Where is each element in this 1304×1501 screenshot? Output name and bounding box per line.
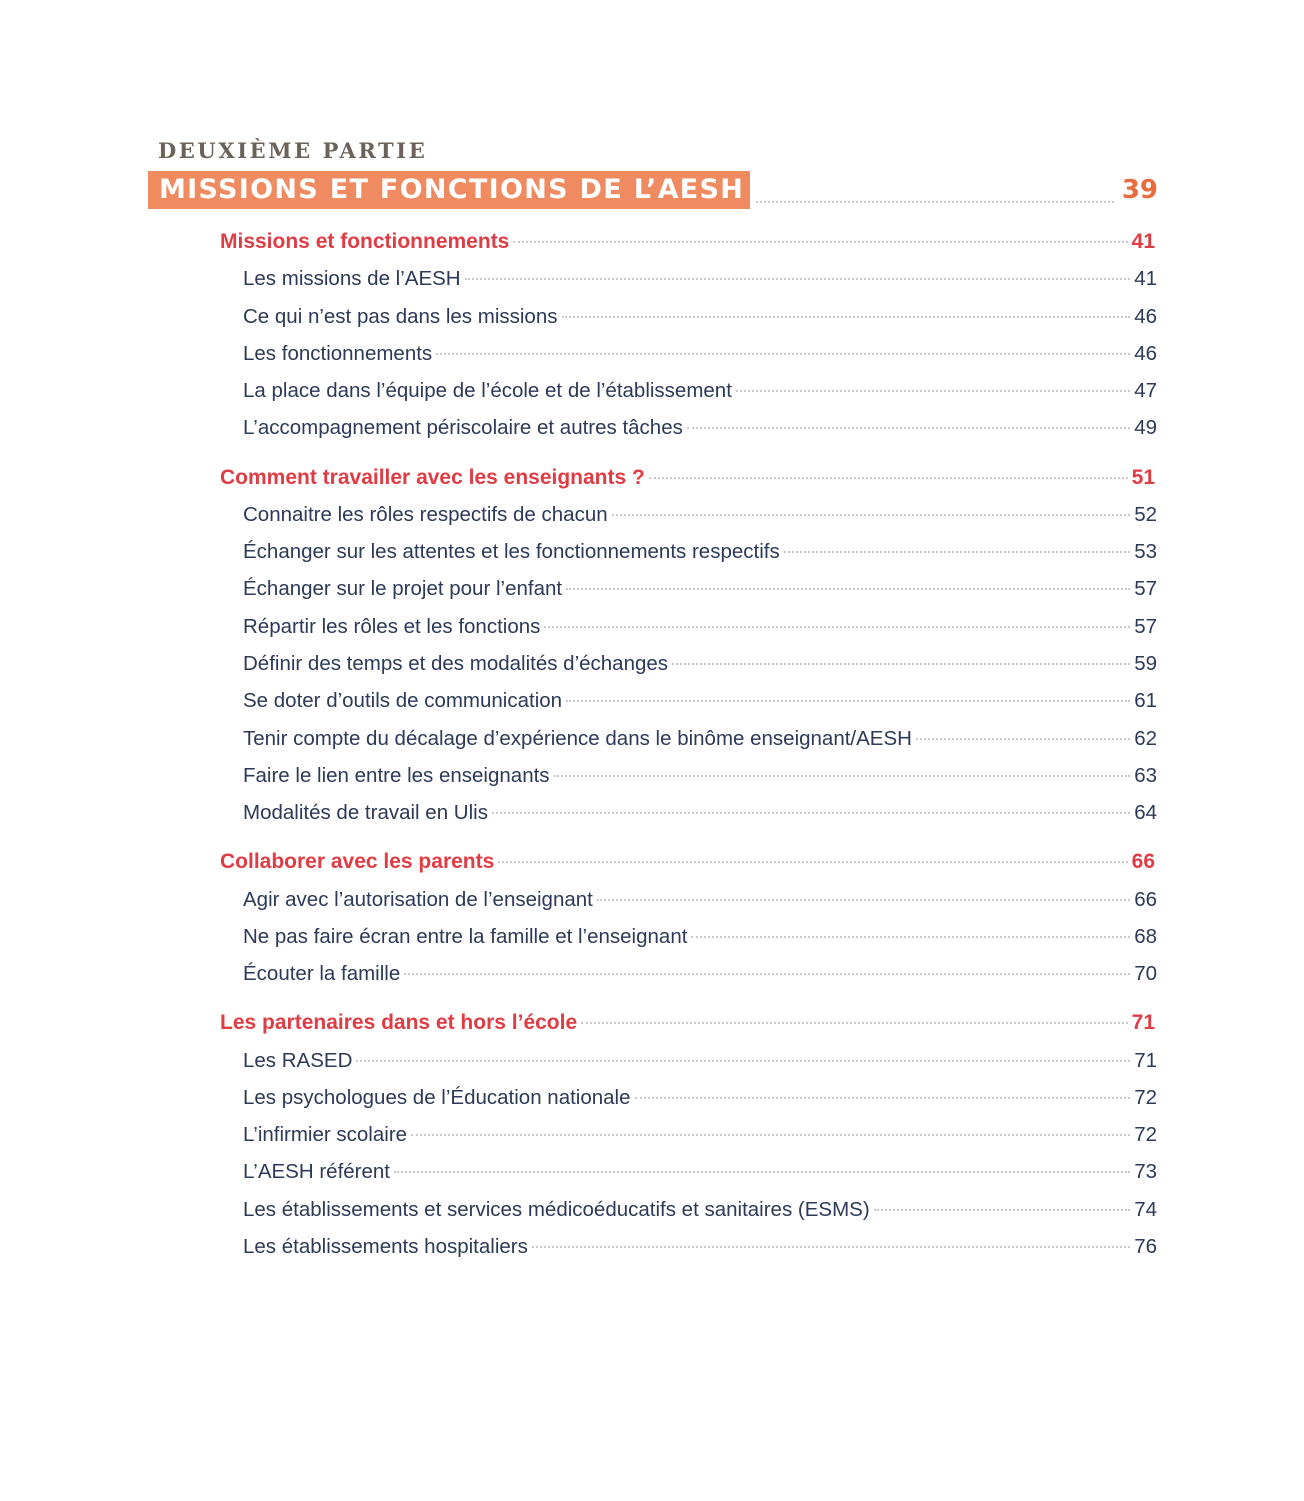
entry-title: La place dans l’équipe de l’école et de l’établissement [243,379,732,402]
dot-leader [562,316,1131,318]
toc-section-missions[interactable] [220,227,1157,257]
page-number: 64 [1134,801,1157,824]
page-number: 74 [1134,1198,1157,1221]
dot-leader [498,861,1127,863]
page-number: 72 [1134,1086,1157,1109]
toc-entry[interactable] [243,264,1157,294]
entry-title: Les psychologues de l’Éducation nationale [243,1086,631,1109]
entry-title: Les fonctionnements [243,342,433,365]
page-number: 61 [1134,689,1157,712]
entry-title: Échanger sur les attentes et les fonctionnements respectifs [243,540,780,563]
page-number: 57 [1134,615,1157,638]
toc-entry[interactable] [243,649,1157,679]
dot-leader [672,663,1130,665]
entry-title: Ne pas faire écran entre la famille et l’enseignant [243,925,688,948]
entry-title: L’AESH référent [243,1160,390,1183]
dot-leader [756,201,1114,203]
entry-title: L’infirmier scolaire [243,1123,408,1146]
part-page-number: 39 [1121,175,1158,205]
toc-section-partenaires[interactable] [220,1008,1157,1038]
dot-leader [566,700,1130,702]
toc-entry[interactable] [243,761,1157,791]
dot-leader [736,390,1130,392]
entry-title: Modalités de travail en Ulis [243,801,488,824]
toc-entry[interactable] [243,1083,1157,1113]
entry-title: Les établissements et services médicoéducatifs et sanitaires (ESMS) [243,1198,870,1221]
page-number: 66 [1134,888,1157,911]
page-number: 73 [1134,1160,1157,1183]
toc-entry[interactable] [243,885,1157,915]
page-number: 57 [1134,577,1157,600]
dot-leader [691,936,1130,938]
dot-leader [532,1246,1130,1248]
entry-title: Les missions de l’AESH [243,267,461,290]
section-title: Les partenaires dans et hors l’école [220,1011,578,1034]
page-number: 71 [1134,1049,1157,1072]
entry-title: Tenir compte du décalage d’expérience dans le binôme enseignant/AESH [243,727,912,750]
page-number: 41 [1134,267,1157,290]
toc-entry[interactable] [243,537,1157,567]
part-heading-row[interactable] [148,171,1158,209]
toc-entry[interactable] [243,339,1157,369]
page-number: 70 [1134,962,1157,985]
toc-entry[interactable] [243,1046,1157,1076]
dot-leader [436,353,1130,355]
page-number: 46 [1134,342,1157,365]
page-number: 76 [1134,1235,1157,1258]
dot-leader [544,626,1130,628]
dot-leader [597,899,1130,901]
dot-leader [394,1171,1130,1173]
page-number: 51 [1131,466,1155,489]
dot-leader [404,973,1130,975]
entry-title: Échanger sur le projet pour l’enfant [243,577,563,600]
section-title: Collaborer avec les parents [220,850,495,873]
page-number: 59 [1134,652,1157,675]
page-number: 71 [1131,1011,1155,1034]
section-title: Missions et fonctionnements [220,230,510,253]
entry-title: Se doter d’outils de communication [243,689,563,712]
entry-title: Écouter la famille [243,962,401,985]
dot-leader [784,551,1130,553]
dot-leader [566,588,1130,590]
dot-leader [492,812,1130,814]
entry-title: Agir avec l’autorisation de l’enseignant [243,888,593,911]
dot-leader [612,514,1131,516]
toc-section-parents[interactable] [220,847,1157,877]
toc-entry[interactable] [243,959,1157,989]
toc-section-enseignants[interactable] [220,463,1157,493]
page-number: 72 [1134,1123,1157,1146]
toc-entry[interactable] [243,376,1157,406]
toc-entry[interactable] [243,798,1157,828]
page-number: 47 [1134,379,1157,402]
part-title: MISSIONS ET FONCTIONS DE L’AESH [148,171,750,209]
page-number: 53 [1134,540,1157,563]
dot-leader [916,738,1130,740]
toc-entry[interactable] [243,1195,1157,1225]
entry-title: Les établissements hospitaliers [243,1235,528,1258]
entry-title: Définir des temps et des modalités d’échanges [243,652,669,675]
dot-leader [581,1022,1127,1024]
toc-entry[interactable] [243,922,1157,952]
page-number: 62 [1134,727,1157,750]
entry-title: Répartir les rôles et les fonctions [243,615,541,638]
entry-title: Faire le lien entre les enseignants [243,764,550,787]
toc-entry[interactable] [243,1120,1157,1150]
page-number: 41 [1131,230,1155,253]
entry-title: Connaitre les rôles respectifs de chacun [243,503,608,526]
entry-title: L’accompagnement périscolaire et autres tâches [243,416,683,439]
page-number: 49 [1134,416,1157,439]
toc-entry[interactable] [243,612,1157,642]
entry-title: Ce qui n’est pas dans les missions [243,305,558,328]
entry-title: Les RASED [243,1049,353,1072]
dot-leader [649,477,1128,479]
page-number: 52 [1134,503,1157,526]
toc-entry[interactable] [243,1232,1157,1262]
dot-leader [513,241,1127,243]
dot-leader [874,1209,1131,1211]
page-number: 46 [1134,305,1157,328]
dot-leader [356,1060,1130,1062]
toc-entry[interactable] [243,686,1157,716]
dot-leader [554,775,1131,777]
toc-entry[interactable] [243,413,1157,443]
toc-entry[interactable] [243,1157,1157,1187]
dot-leader [411,1134,1130,1136]
page-number: 63 [1134,764,1157,787]
page-number: 66 [1131,850,1155,873]
toc-entry[interactable] [243,724,1157,754]
dot-leader [465,278,1131,280]
part-label: DEUXIÈME PARTIE [158,138,428,163]
dot-leader [687,427,1130,429]
section-title: Comment travailler avec les enseignants ? [220,466,645,489]
toc-entry[interactable] [243,574,1157,604]
dot-leader [635,1097,1131,1099]
page-number: 68 [1134,925,1157,948]
toc-entry[interactable] [243,302,1157,332]
toc-entry[interactable] [243,500,1157,530]
